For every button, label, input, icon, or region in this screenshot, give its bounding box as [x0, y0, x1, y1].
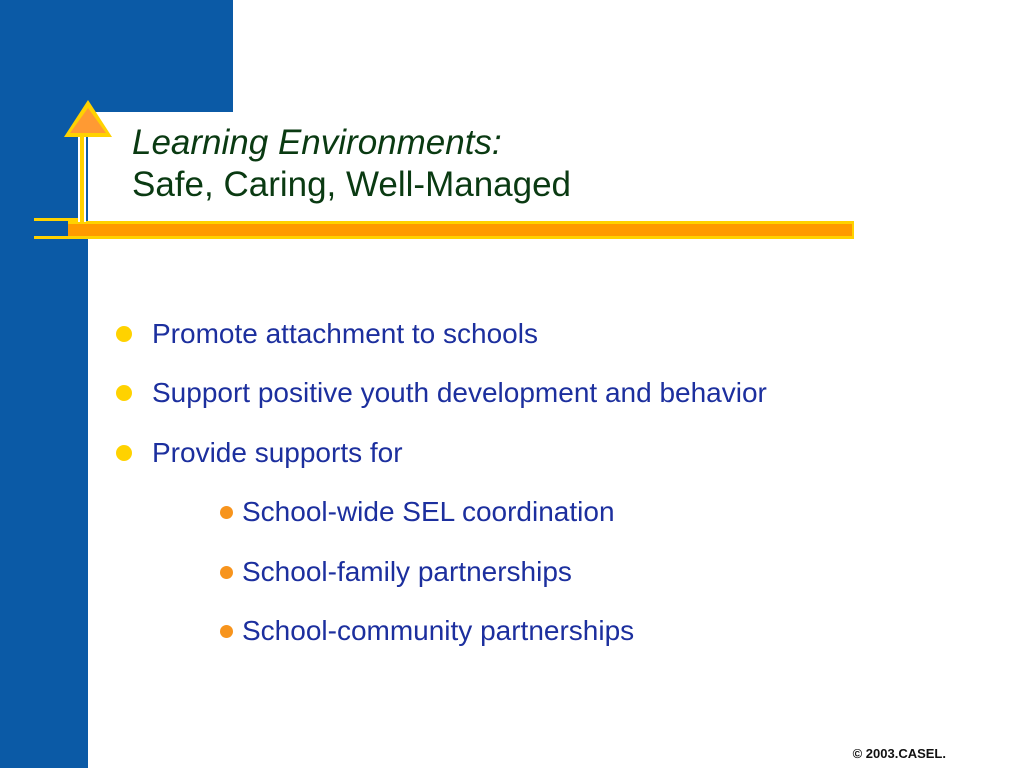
bullet-text: Promote attachment to schools [152, 318, 538, 349]
list-item [116, 317, 538, 351]
bullet-dot-icon [116, 326, 132, 342]
sub-bullet-dot-icon [220, 506, 233, 519]
sub-list-item [220, 495, 615, 529]
sub-bullet-text: School-wide SEL coordination [242, 496, 615, 527]
sub-list-item [220, 614, 634, 648]
bullet-dot-icon [116, 445, 132, 461]
sub-list-item [220, 555, 572, 589]
bullet-dot-icon [116, 385, 132, 401]
sub-bullet-text: School-community partnerships [242, 615, 635, 646]
copyright-footer: © 2003.CASEL. [852, 746, 946, 761]
slide-title: Learning Environments: [132, 123, 502, 162]
slide-subtitle: Safe, Caring, Well-Managed [132, 165, 572, 204]
sub-bullet-text: School-family partnerships [242, 556, 572, 587]
sub-bullet-dot-icon [220, 566, 233, 579]
sub-bullet-dot-icon [220, 625, 233, 638]
list-item [116, 436, 403, 470]
bullet-text: Support positive youth development and behavior [152, 377, 767, 408]
list-item [116, 376, 767, 410]
bullet-text: Provide supports for [152, 437, 403, 468]
